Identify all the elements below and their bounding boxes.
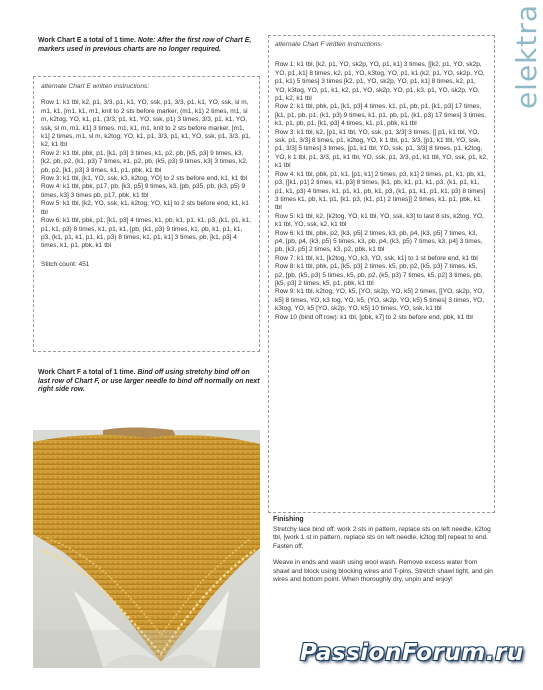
chart-e-box-title: alternate Chart E written instructions: (41, 83, 150, 90)
chart-e-row: Row 5: k1 tbl, [k2, YO, ssk, k1, k2tog, YO, k1] to 2 sts before end, k1, k1 tbl (41, 200, 249, 216)
chart-e-heading-note: Note: After the first row of Chart E, markers used in previous charts are no longer required. (38, 37, 252, 53)
chart-e-heading-bold: Work Chart E a total of 1 time. (38, 37, 136, 44)
chart-f-heading-note: Bind off using stretchy bind off on last row of Chart F, or use larger needle to bind off normally on next right side row. (38, 369, 260, 394)
finishing-body (273, 526, 495, 584)
finishing-bind-off: Stretchy lace bind off: work 2 sts in pattern, replace sts on left needle, k2tog tbl, [work 1 st in pattern, replace sts on left needle, k2tog tbl] repeat to end. Fasten off. (273, 526, 491, 550)
chart-f-row: Row 2: k1 tbl, pbk, p1, [k1, p3] 4 times, k1, p1, pb, p1, [k1, p3] 17 times, [k1, p1, pb, p1, (k1, p3) 9 times, k1, p1, pb, p1, (k1, p3) 17 times] 3 times, k1, p1, pb, p1, [k1, p3] 4 times, k1, p1, pbk, k1 tbl (275, 103, 486, 128)
chart-f-row: Row 7: k1 tbl, k1, [k2tog, YO, k3, YO, ssk, k1] to 1 st before end, k1 tbl (275, 254, 478, 262)
chart-f-row: Row 6: k1 tbl, pbk, p2, [k3, p5] 2 times, k3, pb, p4, [k3, p5] 7 times, k3, p4, [pb, p4, (k3, p5) 5 times, k3, pb, p4, (k3, p5) 7 times, k3, p4] 3 times, pb, [k3, p5] 2 times, k3, p2, pbk, k1 tbl (275, 229, 483, 254)
brand-logo (496, 3, 543, 110)
chart-f-row: Row 5: k1 tbl, k2, [k2tog, YO, k1 tbl, YO, ssk, k3] to last 8 sts, k2tog, YO, k1 tbl, YO, ssk, k2, k1 tbl (275, 212, 484, 229)
chart-e-row: Row 6: k1 tbl, pbk, p1, [k1, p3] 4 times, k1, pb, k1, p1, k1, p3, (k1, p1, k1, p1, k1, p3) 8 times, k1, p1, k1, [pb, (k1, p3) 9 times, k1, pb, k1, p1, k1, p3, (k1, p1, k1, p1, k1, p3) 8 times, k1, p1, k1] 3 times, pb, [k1, p3] 4 times, k1, p1, pbk, k1 tbl (41, 217, 251, 250)
shawl-photo (33, 430, 260, 668)
chart-f-box-title: alternate Chart F written instructions: (275, 41, 383, 48)
chart-e-row: Row 1: k1 tbl, k2, p1, 3/3, p1, k1, YO, ssk, p1, 3/3, p1, k1, YO, ssk, sl m, m1, k1, [m1, k1, m1, knit to 2 sts before marker, (m1, k1) 2 times, m1, sl m, k2tog, YO, k1, p1, (3/3, p1, k1, YO, ssk, p1) 3 times, 3/3, p1, k1, YO, ssk, sl m, m1, k1] 3 times, m1, k1, m1, knit to 2 sts before marker, [m1, k1] 2 times, m1, sl m, k2tog, YO, k1, p1, 3/3, p1, k1, YO, ssk, p1, 3/3, p1, k2, k1 tbl (41, 99, 251, 149)
chart-f-row: Row 3: k1 tbl, k2, [p1, k1 tbl, YO, ssk, p1, 3/3] 3 times, [[ p1, k1 tbl, YO, ssk, p1, 3/3] 8 times, p1, k2tog, YO, k 1 tbl, p1, 3/3, [p1, k1 tbl, YO, ssk, p1, 3/3] 5 times] 3 times, [p1, k1 tbl, YO, ssk, p1, 3/3] 8 times, p1, k2tog, YO, k 1 tbl, p1, 3/3, p1, k1 tbl, YO, ssk, p1, 3/3, p1, k1 tbl, YO, ssk, p1, k2, k1 tbl (275, 128, 488, 170)
watermark: PassionForum.ru (300, 640, 524, 666)
chart-f-row: Row 4: k1 tbl, pbk, p1, k1, [p1, k1] 2 times, p3, k1] 2 times, p1, k1, pb, k1, p3, [[k1, p1] 2 times, k1, p3] 8 times, [k1, pb, k1, p1, k1, p3, (k1, p1, k1, p1, k1, p3) 4 times, k1, p1, k1, pb, k1, p3, (k1, p1, k1, p1, k1, p3) 8 times] 3 times k1, pb, k1, p1, [k1, p3, (k1, p1) 2 times]] 2 times, k1, p1, pbk, k1 tbl (275, 170, 486, 212)
chart-e-stitch-count: Stitch count: 451 (41, 260, 90, 268)
brand-text: elektra (510, 3, 543, 110)
chart-f-heading (38, 369, 260, 395)
chart-e-row: Row 2: k1 tbl, pbk, p1, [k1, p3] 3 times, k1, p2, pb, [k5, p3] 9 times, k3, [k2, pb, p2, (k1, p3) 7 times, k1, p2, pb, (k5, p3) 9 times, k3] 3 times, k2, pb, p2, [k1, p3] 3 times, k1, p1, pbk, k1 tbl (41, 149, 248, 174)
chart-f-row: Row 10 (bind off row): k1 tbl, [pbk, k7] to 2 sts before end, pbk, k1 tbl (275, 313, 473, 321)
chart-e-heading (38, 37, 260, 54)
chart-e-row: Row 3: k1 tbl, [k1, YO, ssk, k3, k2tog, YO] to 2 sts before end, k1, k1 tbl (41, 175, 248, 183)
chart-f-row: Row 9: k1 tbl, k2tog, YO, k5, [YO, sk2p, YO, k5] 2 times, [[YO, sk2p, YO, k5] 8 times, YO, k3 tog, YO, k5, (YO, sk2p, YO, k5) 5 times] 3 times, YO, k3tog, YO, k5 [YO, sk2p, YO, k5] 10 times, YO, ssk, k1 tbl (275, 288, 485, 313)
finishing-blocking: Weave in ends and wash using wool wash. Remove excess water from shawl and block using blocking wires and T-pins. Stretch shawl tight, and pin wires and bottom point. When thoroughly dry, unpin and enjoy! (273, 559, 493, 584)
chart-f-rows (275, 61, 488, 322)
chart-f-row: Row 1: k1 tbl, [k2, p1, YO, sk2p, YO, p1, k1] 3 times, [[k2, p1, YO, sk2p, YO, p1, k1] 8 times, k2, p1, YO, k3tog, YO, p1, k1 (k2, p1, YO, sk2p, YO, p1, k1) 5 times] 3 times [k2, p1, YO, sk2p, YO, p1, k1] 8 times, k2, p1, YO, k3tog, YO, p1, k1, k2, p1, YO, sk2p, YO, p1, k3, p1, YO, sk2p, YO, p1, k2, k1 tbl (275, 61, 485, 103)
chart-f-row: Row 8: k1 tbl, pbk, p1, [k5, p3] 2 times, k5, pb, p2, [k5, p3] 7 times, k5, p2, [pb, (k5, p3) 5 times, k5, pb, p2, (k5, p3) 7 times, k5, p2] 3 times, pb, [k5, p3] 2 times, k5, p1, pbk, k1 tbl (275, 263, 483, 287)
chart-f-instructions-box (268, 35, 495, 513)
finishing-section (273, 516, 495, 584)
chart-f-heading-bold: Work Chart F a total of 1 time. (38, 369, 136, 376)
chart-e-row: Row 4: k1 tbl, pbk, p17, pb, [k3, p5] 9 times, k3, [pb, p35, pb, (k3, p5) 9 times, k3] 3 times pb, p17, pbk, k1 tbl (41, 183, 246, 199)
chart-e-rows (41, 99, 252, 269)
finishing-title: Finishing (273, 516, 304, 523)
shawl-photo-image (33, 430, 260, 668)
chart-e-instructions-box (33, 76, 260, 352)
